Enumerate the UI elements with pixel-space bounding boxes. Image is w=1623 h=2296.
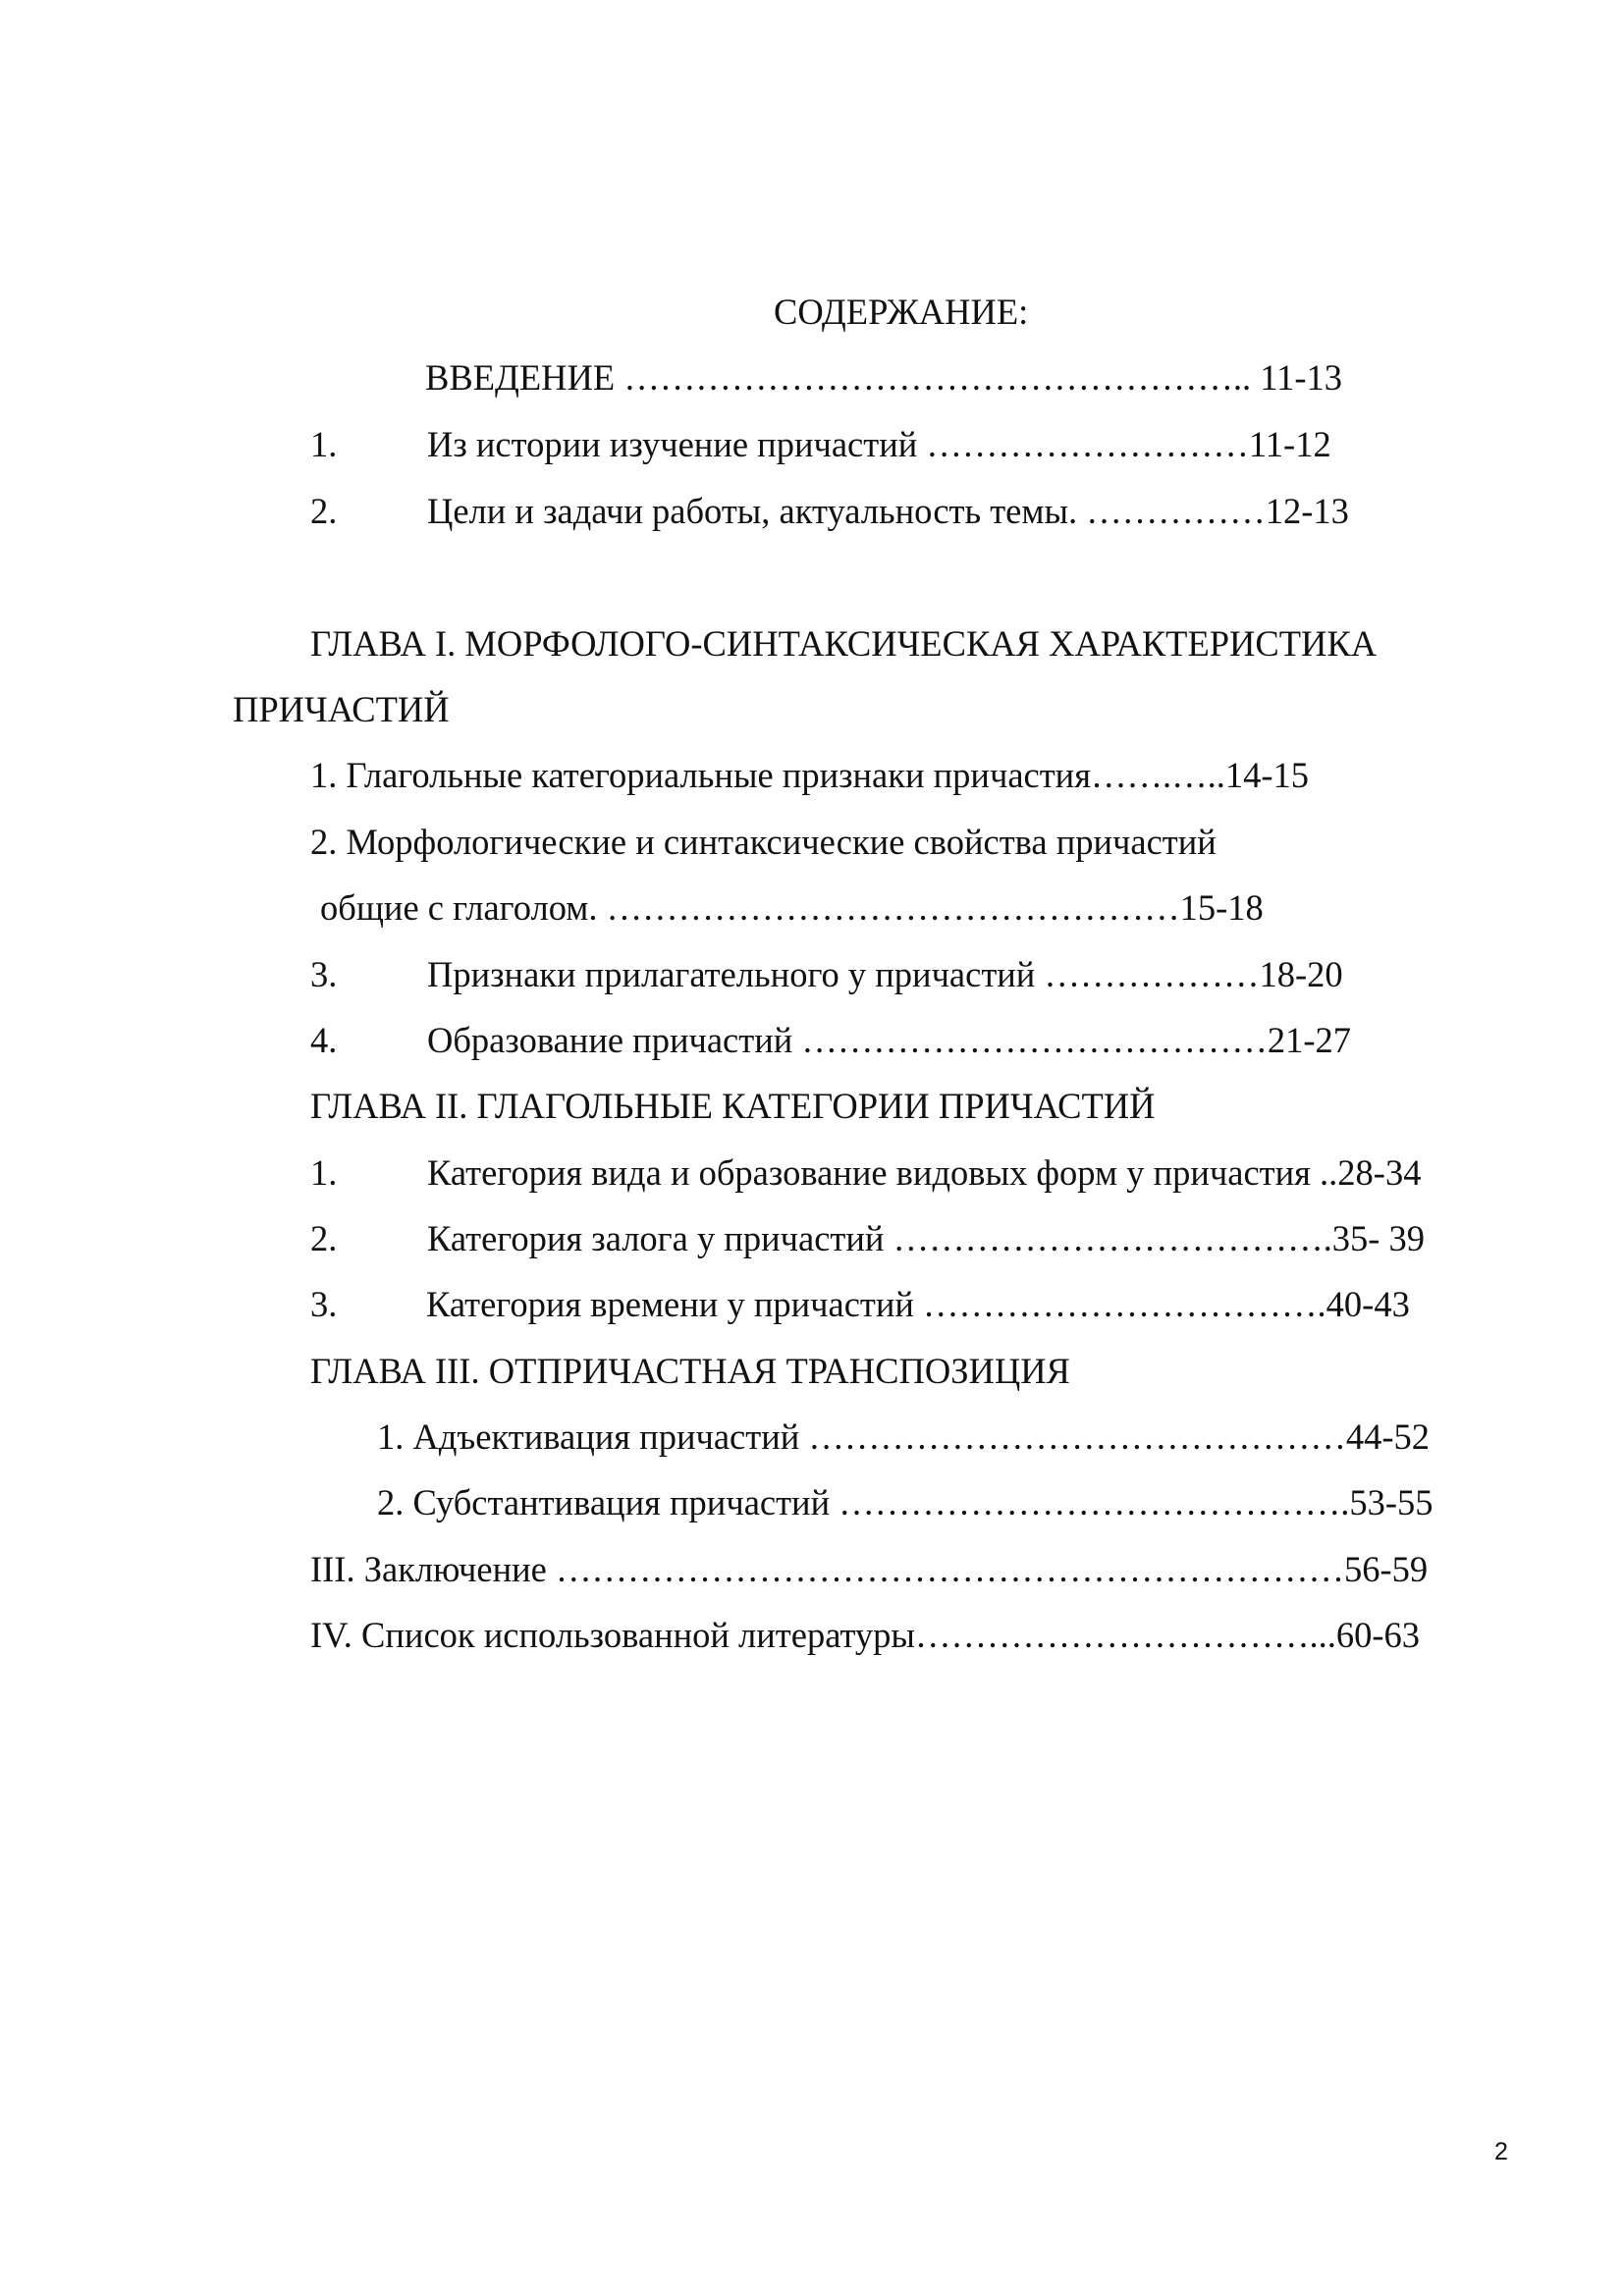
toc-chapter-2-item-2-number: 2. xyxy=(310,1218,338,1258)
toc-chapter-1-item-3-number: 3. xyxy=(310,954,338,994)
toc-intro-1-text: Из истории изучение причастий ………………………11-12 xyxy=(427,424,1331,464)
toc-chapter-2-title: ГЛАВА II. ГЛАГОЛЬНЫЕ КАТЕГОРИИ ПРИЧАСТИЙ xyxy=(310,1086,1156,1126)
toc-chapter-3-item-1: 1. Адъективация причастий ………………………………………44-52 xyxy=(377,1416,1431,1457)
toc-references: IV. Список использованной литературы……………………………...60-63 xyxy=(310,1615,1420,1655)
toc-conclusion: III. Заключение …………………………………………………………56-59 xyxy=(310,1549,1429,1589)
toc-chapter-1-title: ГЛАВА I. МОРФОЛОГО-СИНТАКСИЧЕСКАЯ ХАРАКТЕРИСТИКА xyxy=(310,623,1378,664)
toc-chapter-1-item-1: 1. Глагольные категориальные признаки причастия…….…..14-15 xyxy=(310,755,1310,795)
toc-intro-2-number: 2. xyxy=(310,491,338,531)
toc-intro-1-number: 1. xyxy=(310,424,338,464)
toc-intro: ВВЕДЕНИЕ …………………………………………….. 11-13 xyxy=(425,357,1342,398)
toc-chapter-1-item-2: 2. Морфологические и синтаксические свойства причастий xyxy=(310,822,1217,862)
toc-chapter-2-item-1-number: 1. xyxy=(310,1152,338,1193)
toc-chapter-1-item-4-text: Образование причастий …………………………………21-27 xyxy=(427,1020,1352,1060)
toc-chapter-3-item-2: 2. Субстантивация причастий …………………………………….53-55 xyxy=(377,1482,1434,1522)
toc-chapter-2-item-3-text: Категория времени у причастий …………………………….40-43 xyxy=(426,1284,1410,1324)
toc-chapter-1-title-continued: ПРИЧАСТИЙ xyxy=(233,689,450,729)
toc-chapter-1-item-3-text: Признаки прилагательного у причастий ………………18-20 xyxy=(427,954,1343,994)
toc-title: СОДЕРЖАНИЕ: xyxy=(774,292,1029,332)
toc-chapter-2-item-3-number: 3. xyxy=(310,1284,338,1324)
toc-intro-2-text: Цели и задачи работы, актуальность темы. ……………12-13 xyxy=(427,491,1349,531)
toc-chapter-1-item-4-number: 4. xyxy=(310,1020,338,1060)
page-number: 2 xyxy=(1494,2138,1508,2165)
toc-chapter-2-item-2-text: Категория залога у причастий ……………………………….35- 39 xyxy=(427,1218,1425,1258)
toc-chapter-3-title: ГЛАВА III. ОТПРИЧАСТНАЯ ТРАНСПОЗИЦИЯ xyxy=(310,1351,1070,1391)
toc-chapter-2-item-1-text: Категория вида и образование видовых форм у причастия ..28-34 xyxy=(427,1152,1422,1193)
toc-chapter-1-item-2-continued: общие с глаголом. …………………………………………15-18 xyxy=(320,887,1264,928)
